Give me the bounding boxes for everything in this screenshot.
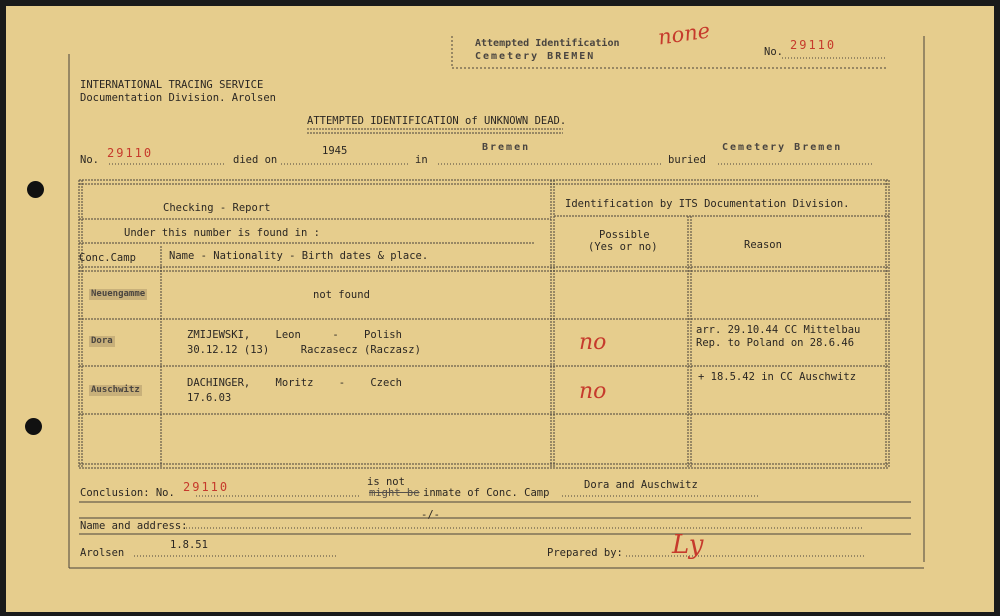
table-row-name: ZMIJEWSKI, Leon - Polish bbox=[187, 329, 402, 341]
under-number-header: Under this number is found in : bbox=[124, 227, 320, 239]
conclusion-struck-text: might be bbox=[369, 487, 420, 499]
record-no-label: No. bbox=[80, 154, 99, 166]
table-row-reason-2: Rep. to Poland on 28.6.46 bbox=[696, 337, 855, 349]
conc-camp-header: Conc.Camp bbox=[79, 252, 136, 264]
table-row-camp: Auschwitz bbox=[91, 385, 140, 395]
in-value: Bremen bbox=[482, 142, 531, 153]
conclusion-no-value: 29110 bbox=[183, 480, 230, 494]
table-row-birth: 30.12.12 (13) Raczasecz (Raczasz) bbox=[187, 344, 421, 356]
conclusion-ditto: -/- bbox=[421, 509, 440, 521]
header-no-value: 29110 bbox=[790, 38, 837, 52]
org-name: INTERNATIONAL TRACING SERVICE bbox=[80, 79, 264, 91]
table-row-name: DACHINGER, Moritz - Czech bbox=[187, 377, 402, 389]
prepared-by-label: Prepared by: bbox=[547, 547, 623, 559]
org-division: Documentation Division. Arolsen bbox=[80, 92, 276, 104]
table-row-camp: Neuengamme bbox=[91, 289, 146, 299]
died-on-label: died on bbox=[233, 154, 278, 166]
conclusion-camps: Dora and Auschwitz bbox=[584, 479, 698, 491]
checking-report-header: Checking - Report bbox=[163, 202, 271, 214]
stamp-attempted-identification: Attempted Identification bbox=[475, 38, 620, 49]
date-value: 1.8.51 bbox=[170, 539, 208, 551]
reason-header: Reason bbox=[744, 239, 782, 251]
identification-header: Identification by ITS Documentation Division. bbox=[565, 198, 850, 210]
buried-label: buried bbox=[668, 154, 706, 166]
index-card bbox=[6, 6, 994, 612]
handwritten-none: none bbox=[656, 18, 712, 50]
table-row-reason: arr. 29.10.44 CC Mittelbau bbox=[696, 324, 861, 336]
buried-value: Cemetery Bremen bbox=[722, 142, 843, 153]
possible-header-sub: (Yes or no) bbox=[588, 241, 658, 253]
record-no-value: 29110 bbox=[107, 146, 154, 160]
conclusion-label: Conclusion: No. bbox=[80, 487, 175, 499]
table-row-reason: + 18.5.42 in CC Auschwitz bbox=[698, 371, 857, 383]
table-row-possible: no bbox=[579, 330, 607, 355]
table-row-camp: Dora bbox=[91, 336, 113, 346]
table-row-possible: no bbox=[579, 379, 607, 404]
stamp-cemetery: Cemetery BREMEN bbox=[475, 51, 596, 62]
conclusion-inmate-text: inmate of Conc. Camp bbox=[423, 487, 550, 499]
conclusion-is-not: is not bbox=[367, 476, 405, 488]
in-label: in bbox=[415, 154, 428, 166]
possible-header: Possible bbox=[599, 229, 650, 241]
name-header: Name - Nationality - Birth dates & place. bbox=[169, 250, 429, 262]
prepared-by-initials: Ly bbox=[672, 530, 704, 560]
form-title: ATTEMPTED IDENTIFICATION of UNKNOWN DEAD. bbox=[307, 115, 567, 127]
died-on-value: 1945 bbox=[322, 145, 348, 157]
table-row-name: not found bbox=[313, 289, 370, 301]
name-address-label: Name and address: bbox=[80, 520, 188, 532]
table-row-birth: 17.6.03 bbox=[187, 392, 232, 404]
header-no-label: No. bbox=[764, 46, 783, 58]
arolsen-label: Arolsen bbox=[80, 547, 125, 559]
